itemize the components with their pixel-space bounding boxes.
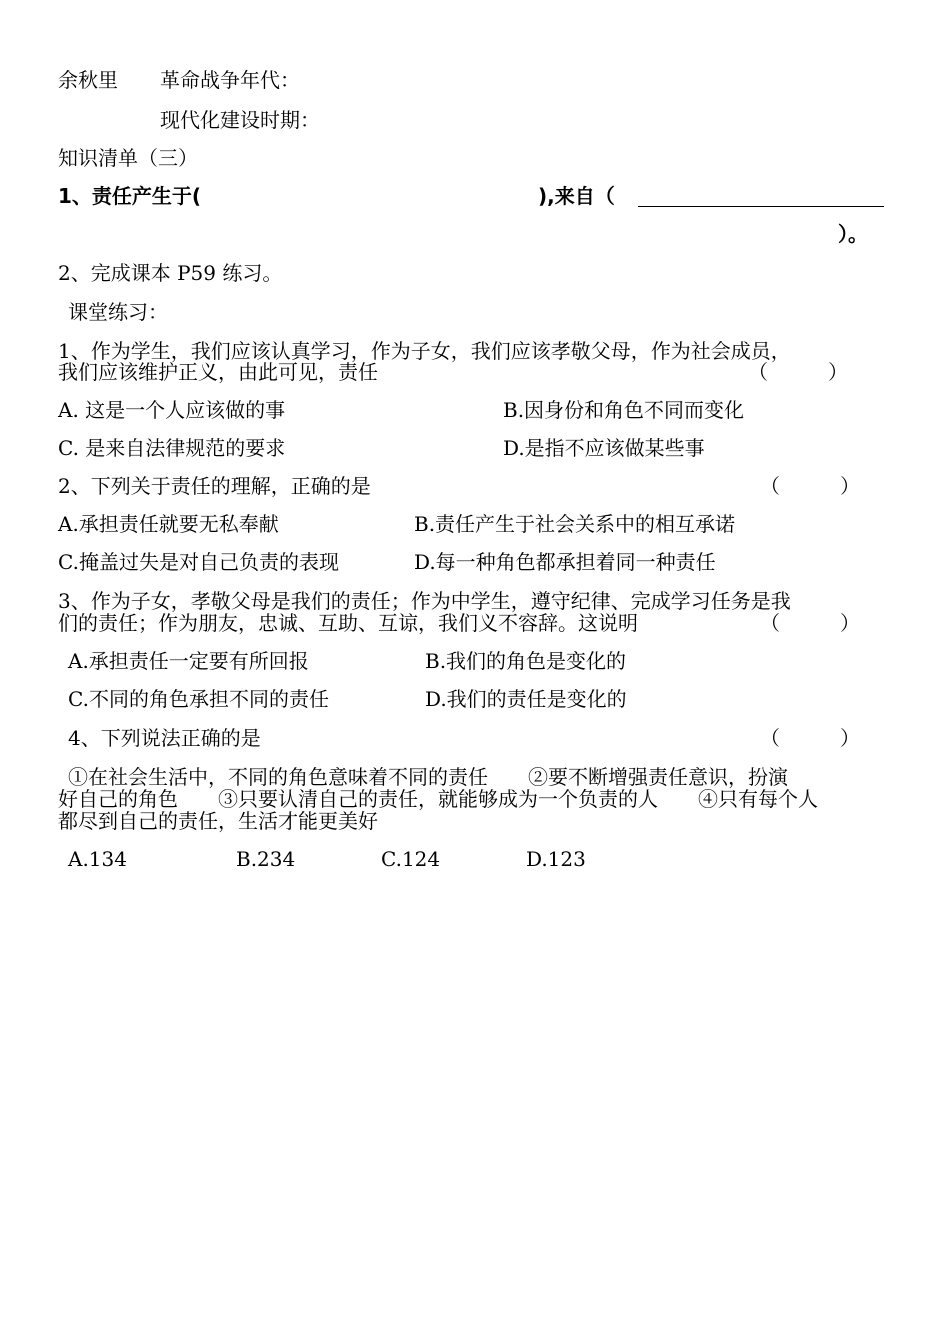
answer-blank-line <box>638 206 884 207</box>
question-1-option-a: A. 这是一个人应该做的事 <box>58 398 286 422</box>
knowledge-item-2: 2、完成课本 P59 练习。 <box>58 261 283 285</box>
question-4-option-c: C.124 <box>381 847 441 871</box>
question-1-option-b: B.因身份和角色不同而变化 <box>503 398 745 422</box>
question-4-stem: 4、下列说法正确的是 <box>68 726 261 750</box>
question-3-option-c: C.不同的角色承担不同的责任 <box>68 687 329 711</box>
knowledge-item-1-end: ）。 <box>838 222 868 246</box>
question-3-stem-line2: 们的责任；作为朋友，忠诚、互助、互谅，我们义不容辞。这说明 <box>58 611 638 635</box>
question-2-option-d: D.每一种角色都承担着同一种责任 <box>414 550 716 574</box>
question-2-option-a: A.承担责任就要无私奉献 <box>58 512 279 536</box>
question-4-option-b: B.234 <box>236 847 296 871</box>
question-2-option-b: B.责任产生于社会关系中的相互承诺 <box>414 512 736 536</box>
era-modernization: 现代化建设时期： <box>160 108 320 132</box>
knowledge-item-1-mid: ),来自（ <box>538 184 615 208</box>
question-2-answer-paren: （ ） <box>760 474 860 498</box>
question-1-option-c: C. 是来自法律规范的要求 <box>58 436 286 460</box>
question-3-option-a: A.承担责任一定要有所回报 <box>68 649 309 673</box>
question-4-option-a: A.134 <box>68 847 127 871</box>
knowledge-item-1-start: 1、责任产生于( <box>58 184 202 208</box>
era-revolutionary-war: 革命战争年代： <box>160 68 300 92</box>
question-1-answer-paren: （ ） <box>748 360 848 384</box>
question-4-statements-line2: 好自己的角色 ③只要认清自己的责任，就能够成为一个负责的人 ④只有每个人 <box>58 787 818 811</box>
question-2-option-c: C.掩盖过失是对自己负责的表现 <box>58 550 339 574</box>
question-4-statements-line3: 都尽到自己的责任，生活才能更美好 <box>58 809 378 833</box>
question-2-stem: 2、下列关于责任的理解，正确的是 <box>58 474 371 498</box>
question-4-option-d: D.123 <box>526 847 586 871</box>
question-1-option-d: D.是指不应该做某些事 <box>503 436 705 460</box>
question-3-option-d: D.我们的责任是变化的 <box>425 687 627 711</box>
question-4-answer-paren: （ ） <box>760 726 860 750</box>
question-1-stem-line1: 1、作为学生，我们应该认真学习，作为子女，我们应该孝敬父母，作为社会成员， <box>58 339 791 363</box>
knowledge-list-title: 知识清单（三） <box>58 146 198 170</box>
question-4-statements-line1: ①在社会生活中，不同的角色意味着不同的责任 ②要不断增强责任意识，扮演 <box>68 765 788 789</box>
question-3-stem-line1: 3、作为子女，孝敬父母是我们的责任；作为中学生，遵守纪律、完成学习任务是我 <box>58 589 791 613</box>
person-name: 余秋里 <box>58 68 118 92</box>
practice-title: 课堂练习： <box>68 300 168 324</box>
question-1-stem-line2: 我们应该维护正义，由此可见，责任 <box>58 360 378 384</box>
question-3-answer-paren: （ ） <box>760 611 860 635</box>
question-3-option-b: B.我们的角色是变化的 <box>425 649 627 673</box>
